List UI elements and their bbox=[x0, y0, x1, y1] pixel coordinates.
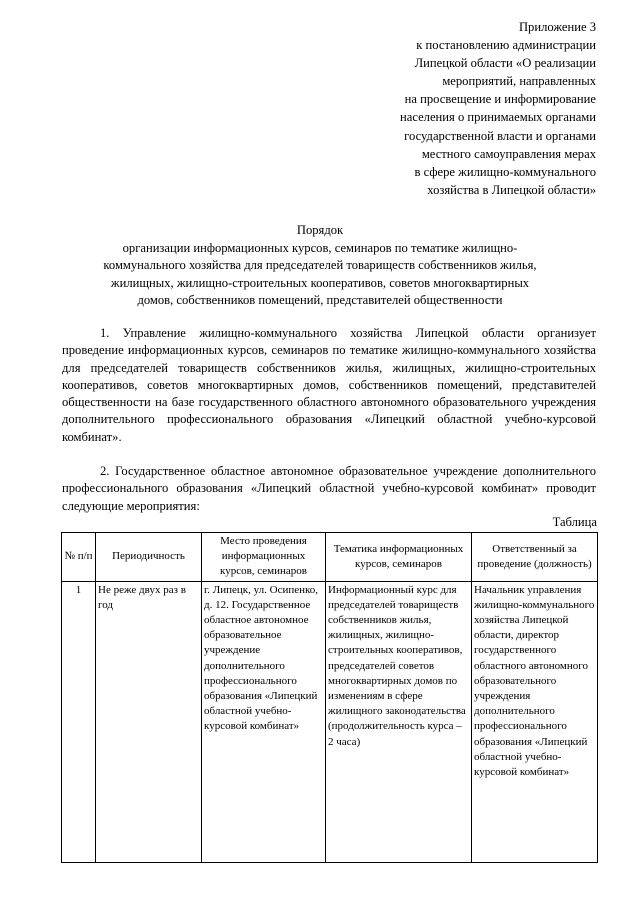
title-line: домов, собственников помещений, представителей общественности bbox=[137, 293, 503, 308]
paragraph-2: 2. Государственное областное автономное образовательное учреждение дополнительного профессионального образования «Липецкий областной учебно-курсовой комбинат» проводит следующие мероприятия: bbox=[62, 464, 596, 513]
appendix-line: населения о принимаемых органами bbox=[400, 110, 596, 125]
appendix-line: к постановлению администрации bbox=[416, 38, 596, 53]
appendix-line: Липецкой области «О реализации bbox=[414, 56, 596, 71]
appendix-line: государственной власти и органами bbox=[404, 128, 596, 143]
appendix-line: на просвещение и информирование bbox=[404, 92, 596, 107]
cell-topic: Информационный курс для председателей товариществ собственников жилья, жилищных, жилищно-строительных кооперативов, председателей советов многоквартирных домов по изменениям в сфере жилищного законодательства (продолжительность курса – 2 часа) bbox=[326, 581, 472, 862]
title-line: жилищных, жилищно-строительных кооперативов, советов многоквартирных bbox=[110, 275, 530, 290]
header-location: Место проведения информационных курсов, семинаров bbox=[202, 533, 326, 582]
header-topic: Тематика информационных курсов, семинаров bbox=[326, 533, 472, 582]
table-caption: Таблица bbox=[552, 515, 597, 529]
appendix-line: хозяйства в Липецкой области» bbox=[427, 182, 596, 197]
events-table bbox=[61, 532, 598, 863]
header-number: № п/п bbox=[62, 533, 96, 582]
table-row bbox=[62, 581, 598, 862]
cell-location: г. Липецк, ул. Осипенко, д. 12. Государственное областное автономное образовательное учреждение дополнительного профессионального образования «Липецкий областной учебно-курсовой комбинат» bbox=[202, 581, 326, 862]
appendix-line: мероприятий, направленных bbox=[442, 74, 596, 89]
table-header-row bbox=[62, 533, 598, 582]
title-heading: Порядок bbox=[296, 223, 344, 237]
paragraph-1: 1. Управление жилищно-коммунального хозяйства Липецкой области организует проведение информационных курсов, семинаров по тематике жилищно-коммунального хозяйства для председателей товариществ собственников жилья, жилищных, жилищно-строительных кооперативов, советов многоквартирных домов, собственников помещений, представителей общественности на базе государственного областного автономного образовательного учреждения дополнительного профессионального образования «Липецкий областной учебно-курсовой комбинат». bbox=[62, 326, 596, 444]
header-responsible: Ответственный за проведение (должность) bbox=[472, 533, 598, 582]
appendix-line: Приложение 3 bbox=[518, 20, 596, 34]
cell-responsible: Начальник управления жилищно-коммунального хозяйства Липецкой области, директор государственного областного автономного образовательного учреждения дополнительного профессионального образования «Липецкий областной учебно-курсовой комбинат» bbox=[472, 581, 598, 862]
header-periodicity: Периодичность bbox=[96, 533, 202, 582]
title-line: коммунального хозяйства для председателей товариществ собственников жилья, bbox=[103, 258, 537, 273]
cell-number: 1 bbox=[62, 581, 96, 862]
appendix-header bbox=[296, 18, 596, 199]
cell-periodicity: Не реже двух раз в год bbox=[96, 581, 202, 862]
appendix-line: в сфере жилищно-коммунального bbox=[414, 164, 596, 179]
title-line: организации информационных курсов, семинаров по тематике жилищно- bbox=[122, 240, 518, 255]
document-title bbox=[40, 222, 600, 310]
appendix-line: местного самоуправления мерах bbox=[421, 146, 596, 161]
